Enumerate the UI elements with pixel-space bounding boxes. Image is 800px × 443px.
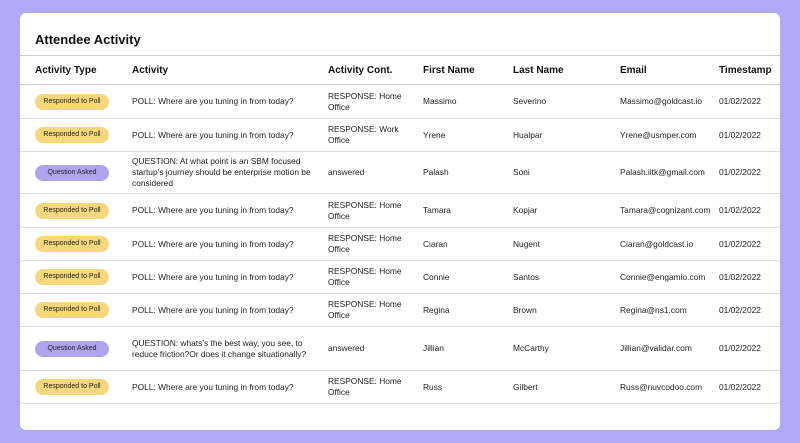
first-name-cell: Ciaran — [423, 228, 513, 261]
last-name-cell: Brown — [513, 294, 620, 327]
table-row[interactable] — [20, 152, 780, 194]
header-first-name[interactable]: First Name — [423, 56, 513, 85]
timestamp-cell: 01/02/2022 — [719, 294, 780, 327]
first-name-cell: Connie — [423, 261, 513, 294]
activity-cell: POLL: Where are you tuning in from today? — [132, 294, 328, 327]
activity-cell: POLL: Where are you tuning in from today? — [132, 194, 328, 228]
table-row[interactable] — [20, 119, 780, 152]
timestamp-cell: 01/02/2022 — [719, 194, 780, 228]
activity-cell: QUESTION: At what point is an SBM focused startup’s journey should be enterprise motion be considered — [132, 152, 328, 194]
table-row[interactable] — [20, 85, 780, 119]
first-name-cell: Russ — [423, 371, 513, 404]
first-name-cell: Yrene — [423, 119, 513, 152]
header-activity-cont[interactable]: Activity Cont. — [328, 56, 423, 85]
last-name-cell: Gilbert — [513, 371, 620, 404]
activity-type-cell — [20, 194, 132, 228]
last-name-cell: McCarthy — [513, 327, 620, 371]
activity-type-cell — [20, 119, 132, 152]
header-activity-type[interactable]: Activity Type — [20, 56, 132, 85]
activity-type-cell — [20, 152, 132, 194]
header-last-name[interactable]: Last Name — [513, 56, 620, 85]
last-name-cell: Severino — [513, 85, 620, 119]
header-activity[interactable]: Activity — [132, 56, 328, 85]
last-name-cell: Soni — [513, 152, 620, 194]
activity-cont-cell: RESPONSE: Home Office — [328, 194, 423, 228]
panel-title: Attendee Activity — [35, 32, 141, 47]
table-row[interactable] — [20, 228, 780, 261]
activity-cont-cell: RESPONSE: Work Office — [328, 119, 423, 152]
activity-type-cell — [20, 228, 132, 261]
activity-cont-cell: answered — [328, 327, 423, 371]
activity-table — [20, 55, 780, 404]
first-name-cell: Regina — [423, 294, 513, 327]
email-cell: Russ@nuvcodoo.com — [620, 371, 719, 404]
timestamp-cell: 01/02/2022 — [719, 228, 780, 261]
table-row[interactable] — [20, 194, 780, 228]
activity-type-cell — [20, 261, 132, 294]
activity-cont-cell: RESPONSE: Home Office — [328, 371, 423, 404]
email-cell: Connie@engamio.com — [620, 261, 719, 294]
last-name-cell: Kopjar — [513, 194, 620, 228]
first-name-cell: Tamara — [423, 194, 513, 228]
timestamp-cell: 01/02/2022 — [719, 85, 780, 119]
activity-type-cell — [20, 85, 132, 119]
email-cell: Massimo@goldcast.io — [620, 85, 719, 119]
last-name-cell: Nugent — [513, 228, 620, 261]
question-asked-badge: Question Asked — [35, 165, 109, 181]
timestamp-cell: 01/02/2022 — [719, 371, 780, 404]
activity-cell: POLL: Where are you tuning in from today? — [132, 119, 328, 152]
activity-type-cell — [20, 371, 132, 404]
table-header-row — [20, 56, 780, 85]
timestamp-cell: 01/02/2022 — [719, 327, 780, 371]
first-name-cell: Jillian — [423, 327, 513, 371]
poll-response-badge: Responded to Poll — [35, 203, 109, 219]
email-cell: Tamara@cognizant.com — [620, 194, 719, 228]
first-name-cell: Massimo — [423, 85, 513, 119]
activity-cell: POLL: Where are you tuning in from today? — [132, 261, 328, 294]
activity-cont-cell: answered — [328, 152, 423, 194]
activity-cell: POLL: Where are you tuning in from today? — [132, 228, 328, 261]
first-name-cell: Palash — [423, 152, 513, 194]
activity-cont-cell: RESPONSE: Home Office — [328, 228, 423, 261]
activity-cell: POLL: Where are you tuning in from today? — [132, 85, 328, 119]
table-row[interactable] — [20, 261, 780, 294]
activity-cont-cell: RESPONSE: Home Office — [328, 294, 423, 327]
table-row[interactable] — [20, 327, 780, 371]
last-name-cell: Santos — [513, 261, 620, 294]
email-cell: Regina@ns1.com — [620, 294, 719, 327]
poll-response-badge: Responded to Poll — [35, 94, 109, 110]
timestamp-cell: 01/02/2022 — [719, 119, 780, 152]
poll-response-badge: Responded to Poll — [35, 302, 109, 318]
poll-response-badge: Responded to Poll — [35, 379, 109, 395]
activity-cont-cell: RESPONSE: Home Office — [328, 85, 423, 119]
timestamp-cell: 01/02/2022 — [719, 261, 780, 294]
poll-response-badge: Responded to Poll — [35, 127, 109, 143]
email-cell: Jillian@validar.com — [620, 327, 719, 371]
timestamp-cell: 01/02/2022 — [719, 152, 780, 194]
activity-type-cell — [20, 294, 132, 327]
poll-response-badge: Responded to Poll — [35, 269, 109, 285]
activity-cell: POLL: Where are you tuning in from today? — [132, 371, 328, 404]
email-cell: Yrene@usmper.com — [620, 119, 719, 152]
activity-type-cell — [20, 327, 132, 371]
activity-cell: QUESTION: whats’s the best way, you see, to reduce friction?Or does it change situationally? — [132, 327, 328, 371]
table-row[interactable] — [20, 294, 780, 327]
last-name-cell: Hualpar — [513, 119, 620, 152]
poll-response-badge: Responded to Poll — [35, 236, 109, 252]
email-cell: Ciaran@goldcast.io — [620, 228, 719, 261]
email-cell: Palash.iitk@gmail.com — [620, 152, 719, 194]
header-email[interactable]: Email — [620, 56, 719, 85]
attendee-activity-card — [20, 13, 780, 430]
activity-cont-cell: RESPONSE: Home Office — [328, 261, 423, 294]
header-timestamp[interactable]: Timestamp — [719, 56, 780, 85]
question-asked-badge: Question Asked — [35, 341, 109, 357]
table-row[interactable] — [20, 371, 780, 404]
